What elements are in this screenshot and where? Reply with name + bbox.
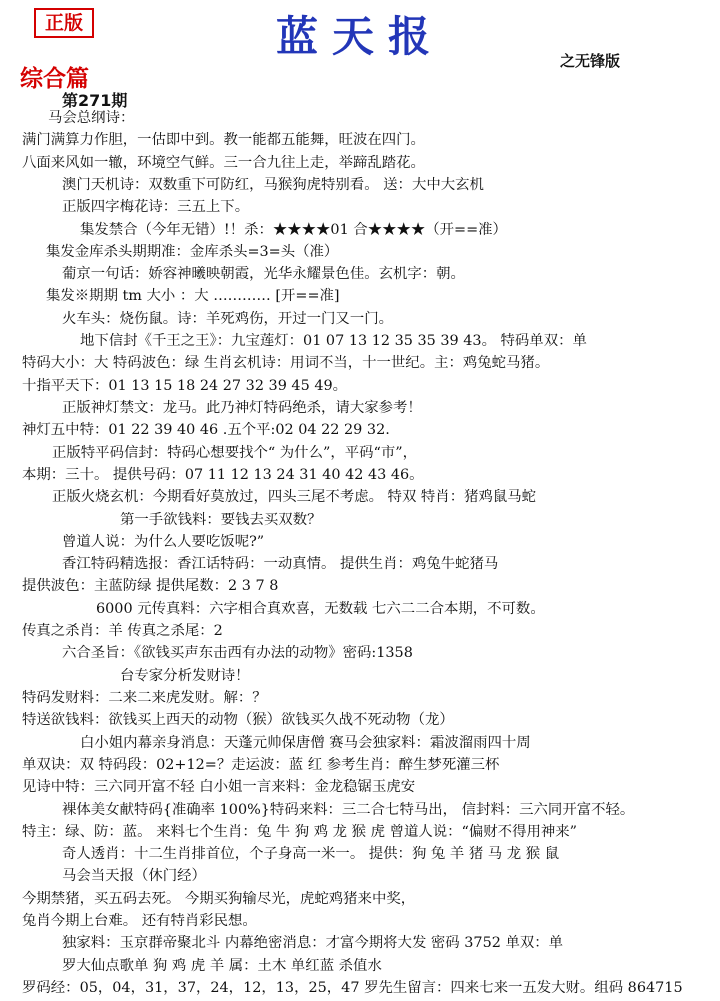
text-line: 集发禁合（今年无错）!！杀：★★★★01 合★★★★（开==准）	[80, 222, 507, 238]
text-line: 八面来风如一辙，环境空气鲜。三一合九往上走，举蹄乱踏花。	[22, 155, 425, 171]
text-line: 火车头：烧伤鼠。诗：羊死鸡伤，开过一门又一门。	[62, 311, 393, 327]
text-line: 提供波色：主蓝防绿 提供尾数：2 3 7 8	[22, 578, 279, 594]
text-line: 正版四字梅花诗：三五上下。	[62, 199, 250, 215]
text-line: 正版神灯禁文：龙马。此乃神灯特码绝杀，请大家参考！	[62, 400, 422, 416]
text-line: 集发金库杀头期期准：金库杀头=3=头（准）	[46, 244, 339, 260]
section-heading: 综合篇	[20, 65, 89, 92]
text-line: 6000 元传真料：六字相合真欢喜，无数载 七六二二合本期，不可数。	[96, 601, 545, 617]
text-line: 特码发财料：二来二来虎发财。解：？	[22, 690, 267, 706]
text-line: 独家料：玉京群帝聚北斗 内幕绝密消息：才富今期将大发 密码 3752 单双：单	[62, 935, 564, 951]
text-line: 台专家分析发财诗！	[120, 668, 250, 684]
page-title: 蓝天报	[275, 12, 444, 61]
text-line: 满门满算力作胆，一估即中到。教一能都五能舞，旺波在四门。	[22, 132, 425, 148]
text-line: 曾道人说：为什么人要吃饭呢?”	[62, 534, 265, 550]
text-line: 正版火烧玄机：今期看好莫放过，四头三尾不考虑。 特双 特肖：猪鸡鼠马蛇	[52, 489, 537, 505]
edition-label: 之无锋版	[560, 52, 621, 70]
text-line: 传真之杀肖：羊 传真之杀尾：2	[22, 623, 223, 639]
text-line: 特送欲钱料：欲钱买上西天的动物（猴）欲钱买久战不死动物（龙）	[22, 712, 454, 728]
text-line: 香江特码精选报：香江话特码：一动真情。 提供生肖：鸡兔牛蛇猪马	[62, 556, 499, 572]
text-line: 特码大小：大 特码波色：绿 生肖玄机诗：用词不当，十一世纪。主：鸡兔蛇马猪。	[22, 355, 550, 371]
text-line: 十指平天下：01 13 15 18 24 27 32 39 45 49。	[22, 378, 348, 394]
text-line: 今期禁猪，买五码去死。 今期买狗输尽光，虎蛇鸡猪来中奖，	[22, 891, 416, 907]
text-line: 澳门天机诗：双数重下可防红，马猴狗虎特别看。 送：大中大玄机	[62, 177, 484, 193]
text-line: 单双诀：双 特码段：02+12=？走运波：蓝 红 参考生肖：醉生梦死灌三杯	[22, 757, 500, 773]
text-line: 兔肖今期上台难。 还有特肖彩民想。	[22, 913, 257, 929]
text-line: 马会当天报（休门经）	[62, 868, 206, 884]
text-line: 本期：三十。 提供号码：07 11 12 13 24 31 40 42 43 46。	[22, 467, 424, 483]
text-line: 白小姐内幕亲身消息：天蓬元帅保唐僧 赛马会独家料：霜波溜雨四十周	[80, 735, 531, 751]
text-line: 见诗中特：三六同开富不轻 白小姐一言来料：金龙稳锯玉虎安	[22, 779, 416, 795]
text-line: 马会总纲诗：	[48, 110, 135, 126]
text-line: 神灯五中特：01 22 39 40 46 .五个平:02 04 22 29 32.	[22, 422, 390, 438]
issue-number: 第271期	[62, 91, 128, 110]
text-line: 正版特平码信封：特码心想要找个“ 为什么”，平码“市”，	[52, 445, 417, 461]
text-line: 六合圣旨：《欲钱买声东击西有办法的动物》密码:1358	[62, 645, 413, 661]
text-line: 地下信封《千王之王》：九宝莲灯：01 07 13 12 35 35 39 43。 特码单双：单	[80, 333, 587, 349]
authentic-badge: 正版	[34, 8, 94, 38]
text-line: 特主：绿、防：蓝。 来料七个生肖：兔 牛 狗 鸡 龙 猴 虎 曾道人说：“偏财不得用神来”	[22, 824, 577, 840]
text-line: 第一手欲钱料：要钱去买双数？	[120, 512, 322, 528]
text-line: 裸体美女献特码{准确率 100%}特码来料：三二合七特马出， 信封料：三六同开富不轻。	[62, 802, 635, 818]
text-line: 罗码经：05，04，31，37，24，12，13，25，47 罗先生留言：四来七来一五发大财。组码 864715	[22, 980, 683, 996]
text-line: 奇人透肖：十二生肖排首位，个子身高一米一。 提供：狗 兔 羊 猪 马 龙 猴 鼠	[62, 846, 560, 862]
text-line: 罗大仙点歌单 狗 鸡 虎 羊 属：土木 单红蓝 杀值水	[62, 958, 382, 974]
text-line: 集发※期期 tm 大小 ：大 ………… [开==准]	[46, 288, 340, 304]
text-line: 葡京一句话：娇容神曦映朝霞，光华永耀景色佳。玄机字：朝。	[62, 266, 465, 282]
